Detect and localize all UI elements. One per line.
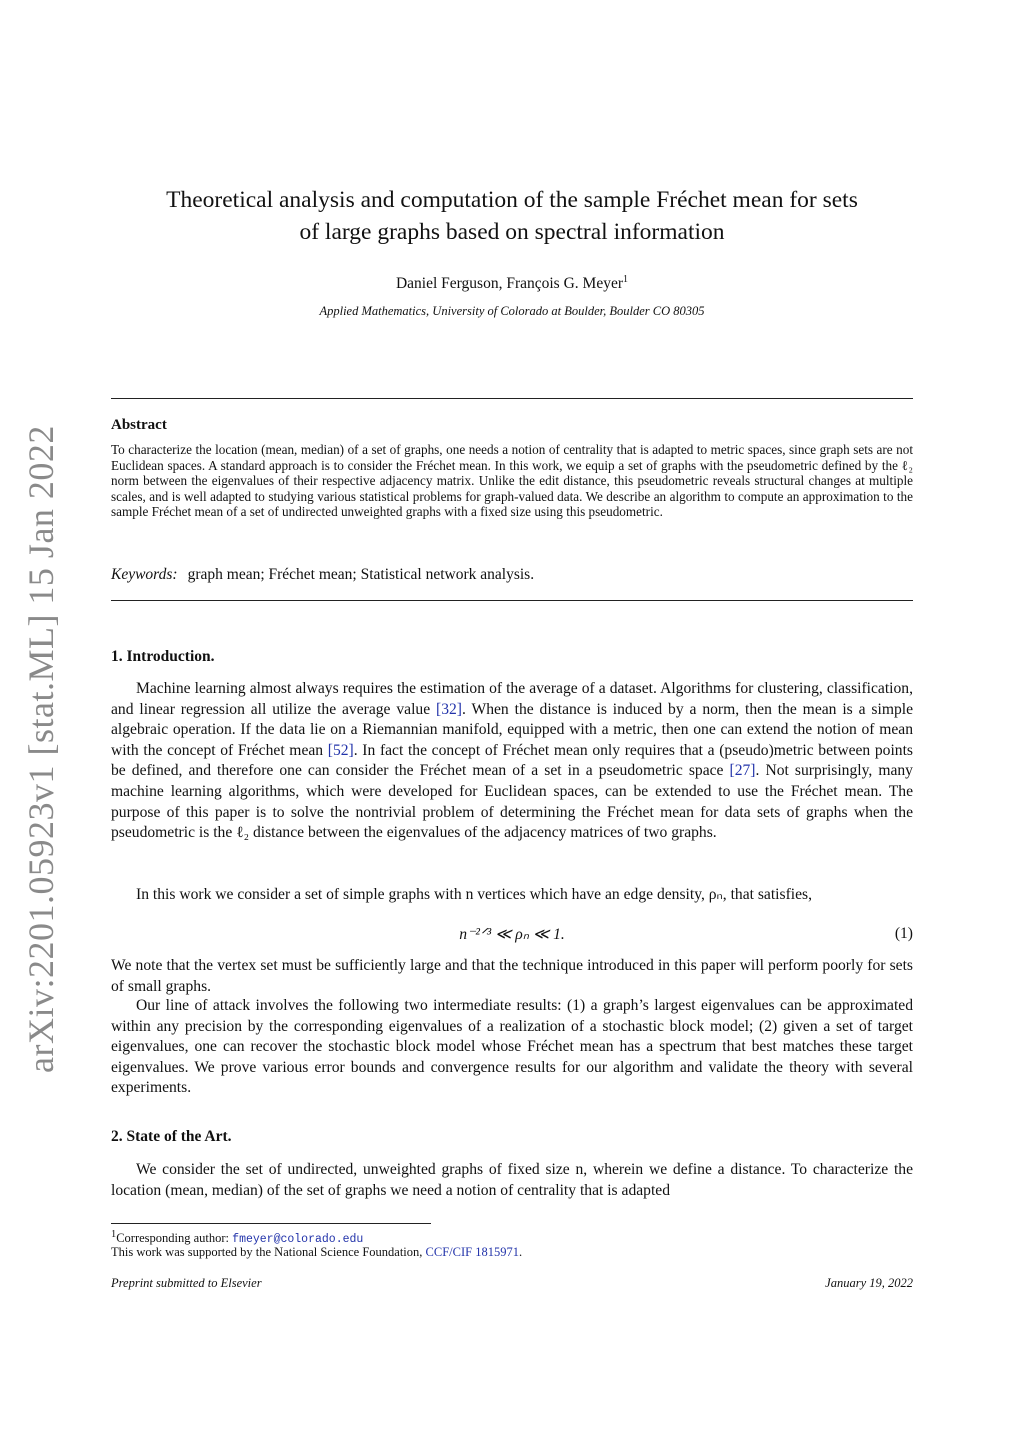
keywords-text: graph mean; Fréchet mean; Statistical network analysis. xyxy=(187,566,535,583)
section-2-paragraph-1: We consider the set of undirected, unweighted graphs of fixed size n, wherein we define a distance. To characterize the location (mean, median) of the set of graphs we need a notion of centrality that is adapted xyxy=(111,1161,913,1199)
author-list xyxy=(111,274,913,293)
footnote-corresponding-author xyxy=(111,1229,363,1246)
author-names: Daniel Ferguson, François G. Meyer xyxy=(395,275,623,293)
abstract-heading: Abstract xyxy=(111,417,167,433)
footnote-label: Corresponding author: xyxy=(116,1231,233,1246)
equation-1 xyxy=(111,925,913,947)
grant-link[interactable]: CCF/CIF 1815971 xyxy=(425,1245,519,1259)
abstract-text: To characterize the location (mean, median) of a set of graphs, one needs a notion of centrality that is adapted to metric spaces, since graph sets are not Euclidean spaces. A standard approach is to consider the Fréchet mean. In this work, we equip a set of graphs with the pseudometric defined by the ℓ₂ norm between the eigenvalues of their respective adjacency matrix. Unlike the edit distance, this pseudometric reveals structural changes at multiple scales, and is well adapted to studying various statistical problems for graph-valued data. We describe an algorithm to compute an approximation to the sample Fréchet mean of a set of undirected unweighted graphs with a fixed size using this pseudometric. xyxy=(111,442,913,519)
abstract-bottom-rule xyxy=(111,600,913,601)
preprint-date: January 19, 2022 xyxy=(825,1276,913,1290)
para-text: . Not surprisingly, many machine learning algorithms, which were developed for Euclidean spaces, can be extended to use the Fréchet mean. The purpose of this paper is to solve the nontrivial problem of determining the Fréchet mean for data sets of graphs when the pseudometric is the ℓ₂ distance between the eigenvalues of the adjacency matrices of two graphs. xyxy=(111,762,913,842)
para-text: . When the distance is induced by a norm, then the mean is a simple algebraic operation. If the data lie on a Riemannian manifold, equipped with a metric, then one can extend the notion of mean with the concept of Fréchet mean xyxy=(111,700,914,759)
equation-number: (1) xyxy=(894,925,913,942)
keywords-label: Keywords: xyxy=(111,566,178,583)
para-text: Machine learning almost always requires the estimation of the average of a dataset. Algorithms for clustering, classification, and linear regression all utilize the average value xyxy=(111,680,913,718)
section-1-paragraph-1 xyxy=(111,679,913,844)
citation-link-27[interactable]: [27] xyxy=(729,762,756,780)
author-email-link[interactable]: fmeyer@colorado.edu xyxy=(232,1233,364,1247)
para-text: . In fact the concept of Fréchet mean only requires that a (pseudo)metric between points be defined, and therefore one can consider the Fréchet mean of a set in a pseudometric space xyxy=(111,741,914,780)
abstract-top-rule xyxy=(111,398,913,399)
section-2-heading: 2. State of the Art. xyxy=(111,1128,232,1145)
keywords xyxy=(111,566,534,584)
footnote-rule xyxy=(111,1223,431,1224)
preprint-note: Preprint submitted to Elsevier xyxy=(111,1276,262,1290)
footnote-funding xyxy=(111,1245,522,1260)
title-line-2: of large graphs based on spectral information xyxy=(299,219,725,245)
citation-link-32[interactable]: [32] xyxy=(436,700,462,718)
title-line-1: Theoretical analysis and computation of the sample Fréchet mean for sets xyxy=(166,187,858,213)
citation-link-52[interactable]: [52] xyxy=(327,741,354,759)
paper-title xyxy=(111,184,913,248)
author-footnote-mark[interactable]: 1 xyxy=(623,274,628,285)
arxiv-identifier-stamp: arXiv:2201.05923v1 [stat.ML] 15 Jan 2022 xyxy=(21,425,61,1073)
equation-body: n⁻²ᐟ³ ≪ ρₙ ≪ 1. xyxy=(459,926,565,943)
funding-text: This work was supported by the National Science Foundation, xyxy=(111,1245,426,1259)
section-1-heading: 1. Introduction. xyxy=(111,648,215,665)
section-1-paragraph-3: We note that the vertex set must be sufficiently large and that the technique introduced in this paper will perform poorly for sets of small graphs. xyxy=(111,957,913,995)
footnote-mark: 1 xyxy=(111,1229,117,1240)
section-1-paragraph-2: In this work we consider a set of simple graphs with n vertices which have an edge density, ρₙ, that satisfies, xyxy=(136,886,812,903)
funding-end: . xyxy=(518,1245,523,1259)
section-1-paragraph-4: Our line of attack involves the following two intermediate results: (1) a graph’s largest eigenvalues can be approximated within any precision by the corresponding eigenvalues of a realization of a stochastic block model; (2) given a set of target eigenvalues, one can recover the stochastic block model whose Fréchet mean has a spectrum that best matches these target eigenvalues. We prove various error bounds and convergence results for our algorithm and validate the theory with several experiments. xyxy=(111,997,913,1097)
affiliation: Applied Mathematics, University of Colorado at Boulder, Boulder CO 80305 xyxy=(319,304,705,318)
